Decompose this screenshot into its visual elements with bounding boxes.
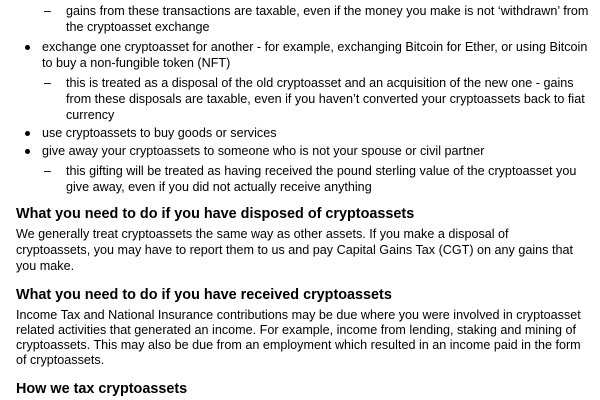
bullet-icon xyxy=(25,45,30,50)
gains-text-line-2: the cryptoasset exchange xyxy=(66,20,210,34)
dash-marker: – xyxy=(44,4,52,18)
section-heading-tax: How we tax cryptoassets xyxy=(16,381,188,397)
disposal-text-line-1: this is treated as a disposal of the old cryptoasset and an acquisition of the new one - gains xyxy=(66,76,574,90)
dash-marker: – xyxy=(44,164,52,178)
disposed-paragraph-line-3: you make. xyxy=(16,259,75,273)
disposal-text-line-2: from these disposals are taxable, even if you haven’t converted your cryptoassets back to fiat xyxy=(66,92,585,106)
section-heading-received: What you need to do if you have received cryptoassets xyxy=(16,287,392,303)
exchange-text-line-1: exchange one cryptoasset for another - for example, exchanging Bitcoin for Ether, or using Bitcoin xyxy=(42,40,588,54)
gifting-text-line-1: this gifting will be treated as having received the pound sterling value of the cryptoasset you xyxy=(66,164,577,178)
bullet-icon xyxy=(25,131,30,136)
received-paragraph-line-1: Income Tax and National Insurance contributions may be due where you were involved in cryptoasset xyxy=(16,308,581,322)
received-paragraph-line-3: cryptoassets. This may also be due from an employment which resulted in an income paid in the form xyxy=(16,338,581,352)
dash-marker: – xyxy=(44,76,52,90)
bullet-icon xyxy=(25,149,30,154)
received-paragraph-line-2: related activities that generated an income. For example, income from lending, staking and mining of xyxy=(16,323,577,337)
use-text-line-1: use cryptoassets to buy goods or services xyxy=(42,126,277,140)
give-text-line-1: give away your cryptoassets to someone who is not your spouse or civil partner xyxy=(42,144,485,158)
disposed-paragraph-line-2: cryptoassets, you may have to report them to us and pay Capital Gains Tax (CGT) on any gains that xyxy=(16,243,573,257)
section-heading-disposed: What you need to do if you have disposed of cryptoassets xyxy=(16,206,415,222)
disposal-text-line-3: currency xyxy=(66,108,115,122)
received-paragraph-line-4: of cryptoassets. xyxy=(16,353,105,367)
exchange-text-line-2: to buy a non-fungible token (NFT) xyxy=(42,56,231,70)
gifting-text-line-2: give away, even if you did not actually receive anything xyxy=(66,180,372,194)
disposed-paragraph-line-1: We generally treat cryptoassets the same way as other assets. If you make a disposal of xyxy=(16,227,509,241)
gains-text-line-1: gains from these transactions are taxable, even if the money you make is not ‘withdrawn’ from xyxy=(66,4,589,18)
